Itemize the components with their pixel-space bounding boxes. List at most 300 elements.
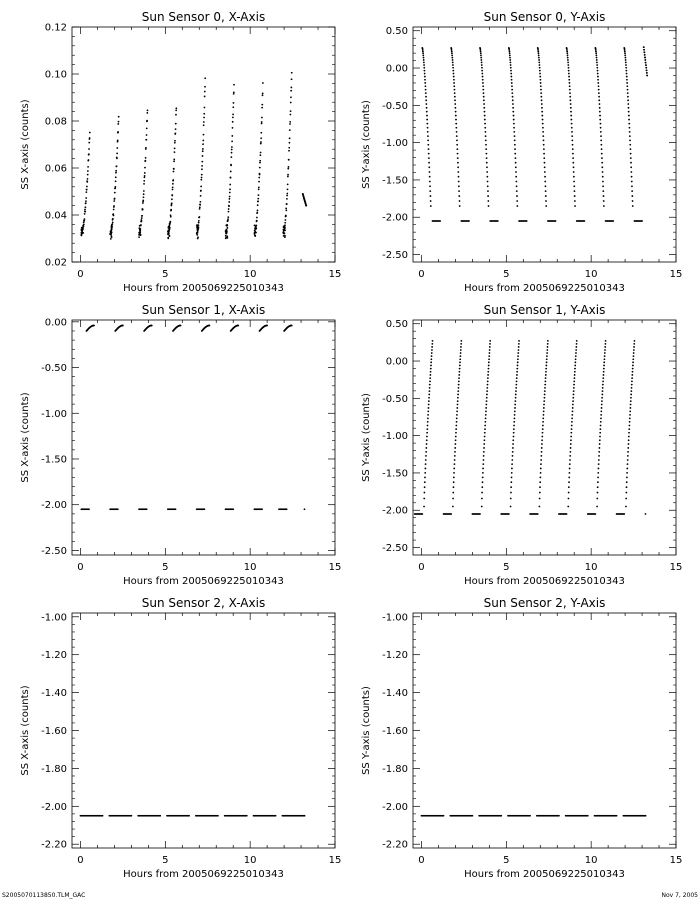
data-point: [541, 443, 543, 445]
data-point: [286, 508, 288, 510]
data-point: [598, 96, 600, 98]
data-point: [645, 62, 647, 64]
data-point: [486, 171, 488, 173]
x-tick-label: 15: [328, 269, 342, 280]
data-point: [139, 228, 141, 230]
data-point: [483, 107, 485, 109]
y-tick-label: 0.10: [44, 69, 67, 81]
data-point: [483, 99, 485, 101]
data-point: [570, 119, 572, 121]
data-point: [204, 77, 206, 79]
y-tick-label: 0.50: [385, 319, 408, 331]
data-point: [259, 160, 261, 162]
data-point: [484, 421, 486, 423]
data-point: [631, 377, 633, 379]
data-point: [643, 46, 645, 48]
data-point: [88, 153, 90, 155]
data-point: [111, 232, 113, 234]
data-point: [599, 428, 601, 430]
data-point: [228, 208, 230, 210]
data-point: [85, 191, 87, 193]
data-point: [231, 149, 233, 151]
data-point: [516, 380, 518, 382]
data-point: [568, 73, 570, 75]
data-point: [456, 417, 458, 419]
data-point: [569, 455, 571, 457]
data-point: [628, 436, 630, 438]
data-point: [200, 186, 202, 188]
data-point: [455, 436, 457, 438]
data-point: [572, 410, 574, 412]
data-point: [458, 190, 460, 192]
data-point: [630, 390, 632, 392]
data-point: [544, 162, 546, 164]
data-point: [600, 123, 602, 125]
data-point: [232, 116, 234, 118]
data-point: [454, 459, 456, 461]
data-point: [480, 57, 482, 59]
data-point: [233, 93, 235, 95]
data-point: [231, 152, 233, 154]
data-point: [145, 157, 147, 159]
data-point: [628, 119, 630, 121]
data-point: [202, 140, 204, 142]
data-point: [117, 123, 119, 125]
data-point: [426, 443, 428, 445]
data-point: [428, 404, 430, 406]
data-point: [645, 67, 647, 69]
x-tick-label: 5: [162, 562, 169, 573]
data-point: [425, 85, 427, 87]
data-point: [510, 73, 512, 75]
data-point: [487, 374, 489, 376]
data-point: [428, 166, 430, 168]
data-point: [172, 189, 174, 191]
y-tick-label: 0.00: [385, 63, 408, 75]
data-point: [424, 76, 426, 78]
data-point: [629, 421, 631, 423]
data-point: [598, 92, 600, 94]
data-point: [545, 185, 547, 187]
data-point: [628, 428, 630, 430]
y-tick-label: -2.20: [41, 839, 67, 851]
data-point: [199, 216, 201, 218]
data-point: [566, 49, 568, 51]
data-point: [570, 439, 572, 441]
x-axis-label: Hours from 2005069225010343: [464, 869, 625, 880]
data-point: [115, 170, 117, 172]
data-point: [84, 211, 86, 213]
data-point: [228, 205, 230, 207]
data-point: [598, 451, 600, 453]
data-point: [460, 340, 462, 342]
data-point: [485, 414, 487, 416]
data-point: [453, 85, 455, 87]
data-point: [174, 148, 176, 150]
data-point: [570, 111, 572, 113]
data-point: [510, 67, 512, 69]
data-point: [544, 390, 546, 392]
data-point: [427, 135, 429, 137]
data-point: [258, 177, 260, 179]
data-point: [451, 51, 453, 53]
data-point: [547, 340, 549, 342]
data-point: [423, 506, 425, 508]
y-tick-label: 0.02: [44, 257, 67, 269]
data-point: [204, 107, 206, 109]
data-point: [83, 221, 85, 223]
data-point: [545, 377, 547, 379]
data-point: [228, 201, 230, 203]
data-point: [627, 451, 629, 453]
data-point: [513, 115, 515, 117]
data-point: [288, 150, 290, 152]
footer-filename: S2005070113850.TLM_GAC: [2, 892, 86, 899]
data-point: [197, 232, 199, 234]
y-tick-label: -2.00: [382, 801, 408, 813]
data-point: [196, 225, 198, 227]
data-point: [83, 223, 85, 225]
data-point: [539, 498, 541, 500]
data-point: [290, 87, 292, 89]
data-point: [630, 171, 632, 173]
data-point: [431, 352, 433, 354]
data-point: [425, 451, 427, 453]
data-point: [172, 179, 174, 181]
data-point: [246, 815, 248, 817]
data-point: [456, 135, 458, 137]
data-point: [526, 220, 528, 222]
data-point: [516, 195, 518, 197]
y-tick-label: 0.08: [44, 116, 67, 128]
plot-frame: [413, 613, 676, 848]
data-point: [452, 64, 454, 66]
data-point: [424, 477, 426, 479]
data-point: [428, 397, 430, 399]
data-point: [625, 64, 627, 66]
data-point: [542, 432, 544, 434]
data-point: [226, 232, 228, 234]
data-point: [483, 451, 485, 453]
y-axis-label: SS Y-axis (counts): [361, 686, 372, 775]
data-point: [569, 468, 571, 470]
data-point: [512, 99, 514, 101]
data-point: [452, 59, 454, 61]
data-point: [572, 407, 574, 409]
data-point: [116, 165, 118, 167]
data-point: [515, 387, 517, 389]
data-point: [598, 89, 600, 91]
data-point: [603, 361, 605, 363]
data-point: [424, 486, 426, 488]
data-point: [626, 79, 628, 81]
y-tick-label: 0.12: [44, 22, 67, 34]
data-point: [143, 193, 145, 195]
data-point: [254, 225, 256, 227]
data-point: [518, 343, 520, 345]
data-point: [510, 62, 512, 64]
y-tick-label: -0.50: [382, 100, 408, 112]
data-point: [422, 51, 424, 53]
data-point: [601, 404, 603, 406]
data-point: [509, 57, 511, 59]
data-point: [144, 160, 146, 162]
data-point: [599, 107, 601, 109]
data-point: [571, 123, 573, 125]
data-point: [486, 390, 488, 392]
data-point: [169, 223, 171, 225]
data-point: [569, 96, 571, 98]
data-point: [628, 107, 630, 109]
data-point: [289, 129, 291, 131]
x-tick-label: 5: [503, 562, 510, 573]
data-point: [597, 472, 599, 474]
data-point: [602, 185, 604, 187]
data-point: [485, 410, 487, 412]
data-point: [460, 346, 462, 348]
data-point: [602, 384, 604, 386]
data-point: [174, 151, 176, 153]
chart-panel-4: [20, 596, 341, 880]
data-point: [487, 200, 489, 202]
x-tick-label: 0: [418, 269, 425, 280]
data-point: [516, 377, 518, 379]
data-point: [286, 195, 288, 197]
data-point: [569, 451, 571, 453]
data-point: [458, 377, 460, 379]
data-point: [459, 361, 461, 363]
data-point: [196, 234, 198, 236]
data-point: [600, 421, 602, 423]
data-point: [567, 64, 569, 66]
data-point: [139, 225, 141, 227]
data-point: [545, 195, 547, 197]
data-point: [511, 463, 513, 465]
data-point: [482, 89, 484, 91]
data-point: [229, 188, 231, 190]
data-point: [539, 70, 541, 72]
data-point: [139, 230, 141, 232]
data-point: [643, 51, 645, 53]
data-point: [87, 166, 89, 168]
data-point: [483, 96, 485, 98]
data-point: [596, 57, 598, 59]
data-point: [486, 397, 488, 399]
data-point: [541, 436, 543, 438]
data-point: [423, 64, 425, 66]
data-point: [514, 404, 516, 406]
data-point: [454, 99, 456, 101]
data-point: [229, 192, 231, 194]
data-point: [599, 119, 601, 121]
data-point: [510, 64, 512, 66]
data-point: [288, 147, 290, 149]
data-point: [511, 92, 513, 94]
data-point: [566, 51, 568, 53]
data-point: [574, 377, 576, 379]
data-point: [173, 168, 175, 170]
y-tick-label: 0.50: [385, 26, 408, 38]
data-point: [587, 815, 589, 817]
data-point: [486, 394, 488, 396]
data-point: [286, 198, 288, 200]
data-point: [566, 513, 568, 515]
data-point: [574, 361, 576, 363]
data-point: [632, 205, 634, 207]
data-point: [539, 76, 541, 78]
data-point: [422, 55, 424, 57]
data-point: [627, 459, 629, 461]
data-point: [291, 72, 293, 74]
data-point: [626, 82, 628, 84]
data-point: [625, 70, 627, 72]
data-point: [488, 368, 490, 370]
data-point: [624, 55, 626, 57]
y-axis-label: SS Y-axis (counts): [361, 100, 372, 189]
data-point: [167, 237, 169, 239]
data-point: [284, 232, 286, 234]
data-points: [421, 815, 647, 817]
data-point: [468, 220, 470, 222]
data-point: [83, 226, 85, 228]
data-point: [430, 361, 432, 363]
chart-title: Sun Sensor 1, Y-Axis: [483, 303, 606, 317]
data-point: [115, 172, 117, 174]
data-point: [632, 365, 634, 367]
data-point: [228, 211, 230, 213]
data-point: [486, 176, 488, 178]
data-point: [509, 55, 511, 57]
x-tick-label: 10: [584, 855, 598, 866]
data-point: [567, 55, 569, 57]
data-point: [511, 477, 513, 479]
data-point: [147, 110, 149, 112]
data-point: [260, 143, 262, 145]
data-point: [572, 404, 574, 406]
y-axis-label: SS Y-axis (counts): [361, 393, 372, 482]
data-point: [143, 183, 145, 185]
data-point: [575, 358, 577, 360]
data-point: [601, 407, 603, 409]
data-point: [456, 148, 458, 150]
data-point: [481, 486, 483, 488]
data-point: [471, 815, 473, 817]
data-point: [110, 238, 112, 240]
data-point: [230, 165, 232, 167]
data-point: [455, 115, 457, 117]
data-point: [453, 486, 455, 488]
data-point: [424, 492, 426, 494]
data-point: [225, 229, 227, 231]
data-point: [626, 73, 628, 75]
data-point: [455, 123, 457, 125]
data-point: [172, 183, 174, 185]
data-point: [304, 508, 306, 510]
data-point: [456, 140, 458, 142]
data-point: [574, 374, 576, 376]
data-point: [483, 459, 485, 461]
data-point: [632, 368, 634, 370]
data-point: [547, 346, 549, 348]
data-point: [573, 166, 575, 168]
data-point: [544, 384, 546, 386]
data-point: [203, 508, 205, 510]
data-point: [513, 425, 515, 427]
data-point: [483, 92, 485, 94]
data-point: [203, 134, 205, 136]
chart-panel-2: [20, 303, 341, 587]
data-point: [597, 477, 599, 479]
data-point: [512, 451, 514, 453]
data-point: [260, 152, 262, 154]
data-point: [460, 343, 462, 345]
data-point: [175, 107, 177, 109]
data-point: [259, 154, 261, 156]
data-point: [144, 175, 146, 177]
data-point: [88, 508, 90, 510]
data-point: [257, 204, 259, 206]
data-point: [512, 447, 514, 449]
data-point: [174, 142, 176, 144]
x-tick-label: 15: [669, 562, 683, 573]
data-point: [458, 380, 460, 382]
data-point: [146, 127, 148, 129]
data-point: [569, 89, 571, 91]
data-point: [627, 447, 629, 449]
data-point: [515, 171, 517, 173]
data-point: [512, 443, 514, 445]
data-point: [628, 111, 630, 113]
data-point: [572, 397, 574, 399]
data-point: [604, 355, 606, 357]
data-point: [486, 162, 488, 164]
data-point: [600, 127, 602, 129]
data-point: [597, 70, 599, 72]
data-point: [111, 225, 113, 227]
data-point: [266, 325, 268, 327]
y-tick-label: -1.60: [41, 726, 67, 737]
data-point: [460, 352, 462, 354]
data-point: [645, 815, 647, 817]
data-point: [457, 394, 459, 396]
data-point: [457, 171, 459, 173]
data-point: [122, 325, 124, 327]
data-point: [199, 208, 201, 210]
data-point: [540, 89, 542, 91]
data-point: [569, 472, 571, 474]
data-point: [573, 181, 575, 183]
data-point: [427, 414, 429, 416]
data-point: [573, 390, 575, 392]
data-point: [262, 82, 264, 84]
data-point: [571, 421, 573, 423]
data-point: [117, 139, 119, 141]
data-point: [626, 486, 628, 488]
data-point: [486, 387, 488, 389]
data-point: [197, 229, 199, 231]
data-point: [142, 200, 144, 202]
data-point: [451, 57, 453, 59]
data-point: [569, 85, 571, 87]
chart-title: Sun Sensor 0, X-Axis: [141, 10, 266, 24]
data-point: [540, 468, 542, 470]
chart-panel-1: [361, 10, 682, 294]
data-point: [425, 447, 427, 449]
data-point: [508, 513, 510, 515]
data-point: [430, 371, 432, 373]
data-point: [540, 79, 542, 81]
data-point: [188, 815, 190, 817]
